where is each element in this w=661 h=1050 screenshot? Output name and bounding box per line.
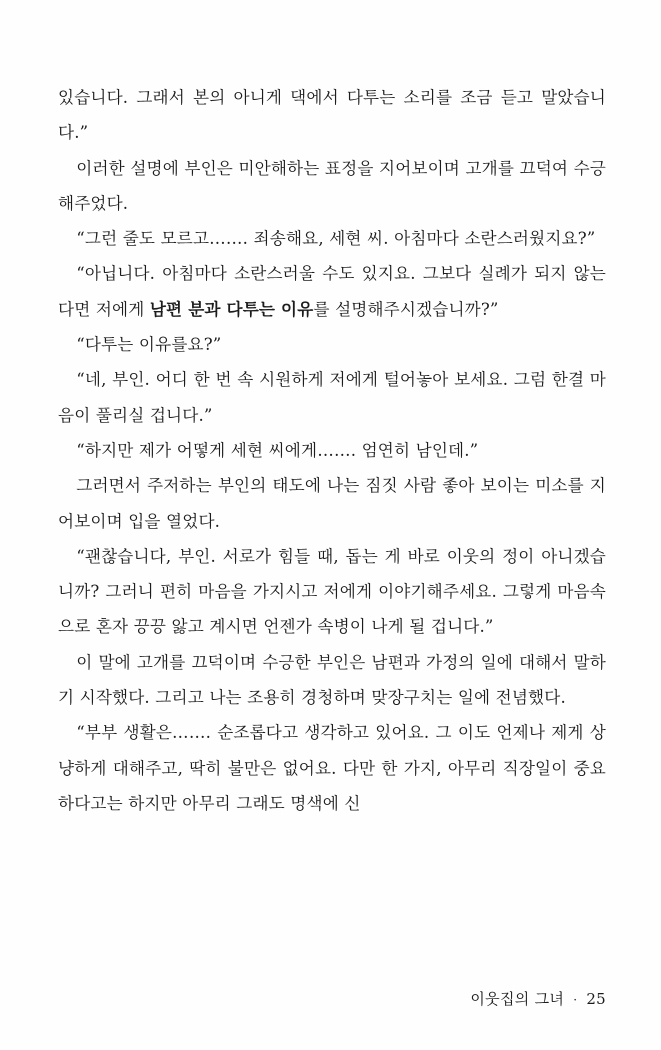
text-run: “괜찮습니다, 부인. 서로가 힘들 때, 돕는 게 바로 이웃의 정이 아니겠습니까? 그러니 편히 마음을 가지시고 저에게 이야기해주세요. 그렇게 마음속으로 혼자 끙끙 앓고 계시면 언젠가 속병이 나게 될 겁니다.” bbox=[58, 546, 606, 637]
paragraph bbox=[58, 645, 606, 716]
text-run: “아닙니다. 아침마다 소란스러울 수도 있지요. 그보다 실례가 되지 않는다면 저에게 bbox=[58, 264, 606, 319]
page-footer bbox=[58, 988, 606, 1009]
footer-book-title: 이웃집의 그녀 bbox=[470, 990, 565, 1008]
footer-separator: · bbox=[573, 993, 578, 1007]
paragraph bbox=[58, 715, 606, 821]
paragraph bbox=[58, 362, 606, 433]
text-run: 를 설명해주시겠습니까?” bbox=[313, 299, 499, 319]
text-run: “부부 생활은……. 순조롭다고 생각하고 있어요. 그 이도 언제나 제게 상냥하게 대해주고, 딱히 불만은 없어요. 다만 한 가지, 아무리 직장일이 중요하다고는 하지만 아무리 그래도 명색에 신 bbox=[58, 723, 606, 813]
text-run: “그런 줄도 모르고……. 죄송해요, 세현 씨. 아침마다 소란스러웠지요?” bbox=[76, 229, 596, 249]
text-run: “다투는 이유를요?” bbox=[76, 335, 222, 355]
text-run: 이러한 설명에 부인은 미안해하는 표정을 지어보이며 고개를 끄덕여 수긍해주었다. bbox=[58, 158, 606, 213]
text-run: “네, 부인. 어디 한 번 속 시원하게 저에게 털어놓아 보세요. 그럼 한결 마음이 풀리실 겁니다.” bbox=[58, 370, 606, 425]
paragraph bbox=[58, 80, 606, 151]
paragraph bbox=[58, 327, 606, 362]
text-run: 이 말에 고개를 끄덕이며 수긍한 부인은 남편과 가정의 일에 대해서 말하기 시작했다. 그리고 나는 조용히 경청하며 맞장구치는 일에 전념했다. bbox=[58, 652, 606, 708]
paragraph bbox=[58, 221, 606, 256]
paragraph bbox=[58, 433, 606, 468]
emphasized-text: 남편 분과 다투는 이유 bbox=[149, 298, 314, 319]
text-run: 있습니다. 그래서 본의 아니게 댁에서 다투는 소리를 조금 듣고 말았습니다.” bbox=[58, 88, 606, 143]
text-run: “하지만 제가 어떻게 세현 씨에게……. 엄연히 남인데.” bbox=[76, 440, 479, 460]
paragraph bbox=[58, 151, 606, 222]
paragraph bbox=[58, 256, 606, 327]
text-run: 그러면서 주저하는 부인의 태도에 나는 짐짓 사람 좋아 보이는 미소를 지어보이며 입을 열었다. bbox=[58, 476, 606, 531]
paragraph bbox=[58, 539, 606, 645]
page-body-text bbox=[58, 80, 606, 821]
paragraph bbox=[58, 468, 606, 539]
page-number: 25 bbox=[586, 990, 606, 1008]
